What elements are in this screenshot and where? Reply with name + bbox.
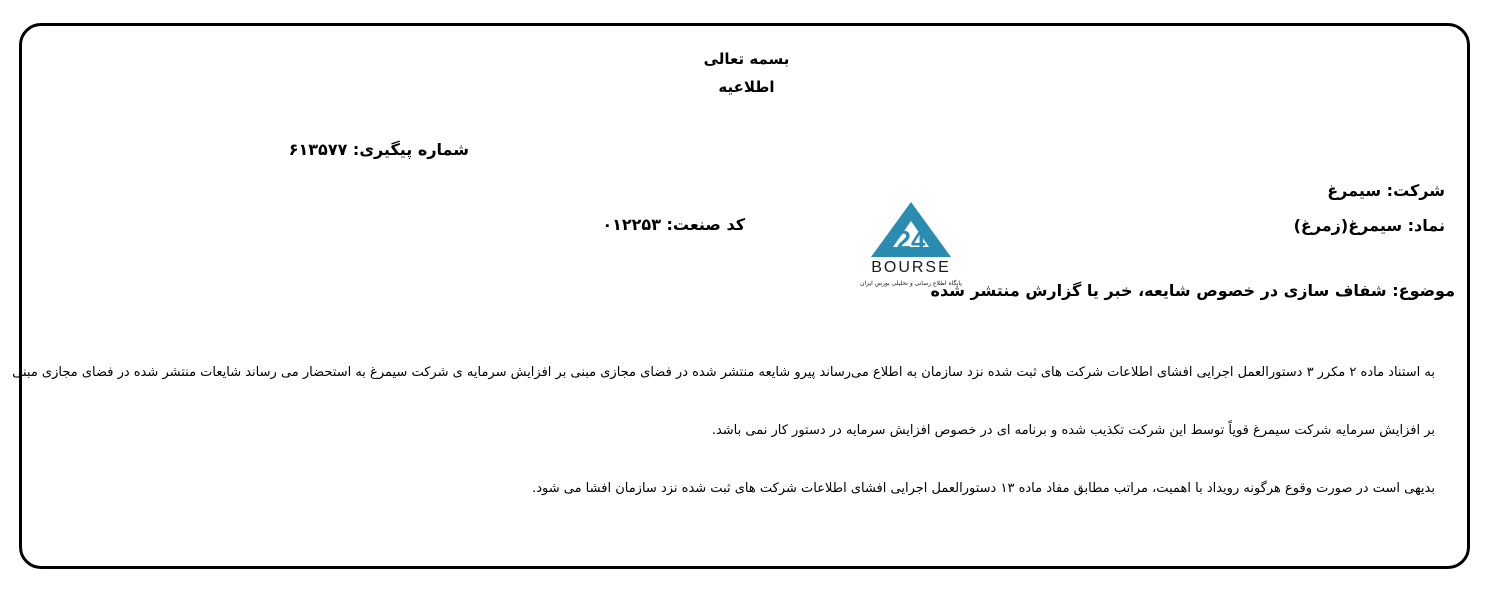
body-paragraph-3: بدیهی است در صورت وقوع هرگونه رویداد با اهمیت، مراتب مطابق مفاد ماده ۱۳ دستورالعمل اجرایی افشای اطلاعات شرکت های ثبت شده نزد سازمان افشا می شود. — [532, 481, 1435, 496]
company-symbol: نماد: سیمرغ(زمرغ) — [1293, 216, 1445, 235]
header-announcement-title: اطلاعیه — [718, 78, 775, 96]
bourse24-logo — [855, 199, 967, 291]
body-paragraph-2: بر افزایش سرمایه شرکت سیمرغ قویاً توسط این شرکت تکذیب شده و برنامه ای در خصوص افزایش سرمایه در دستور کار نمی باشد. — [711, 423, 1435, 438]
logo-wordmark: BOURSE — [871, 259, 951, 276]
announcement-subject: موضوع: شفاف سازی در خصوص شایعه، خبر یا گزارش منتشر شده — [930, 281, 1455, 300]
header-bismillah: بسمه تعالی — [703, 50, 790, 68]
industry-code: کد صنعت: ۰۱۲۲۵۳ — [602, 215, 745, 234]
company-name: شرکت: سیمرغ — [1327, 181, 1445, 200]
logo-caption: پایگاه اطلاع رسانی و تحلیلی بورس ایران — [860, 280, 962, 287]
logo-numeral: 24 — [896, 225, 926, 255]
tracking-number: شماره پیگیری: ۶۱۳۵۷۷ — [288, 140, 469, 159]
body-paragraph-1: به استناد ماده ۲ مکرر ۳ دستورالعمل اجرایی افشای اطلاعات شرکت های ثبت شده نزد سازمان به اطلاع می‌رساند پیرو شایعه منتشر شده در فضای مجازی مبنی بر افزایش سرمایه ی شرکت سیمرغ به استحضار می رساند شایعات منتشر شده در فضای مجازی مبنی — [12, 365, 1435, 380]
